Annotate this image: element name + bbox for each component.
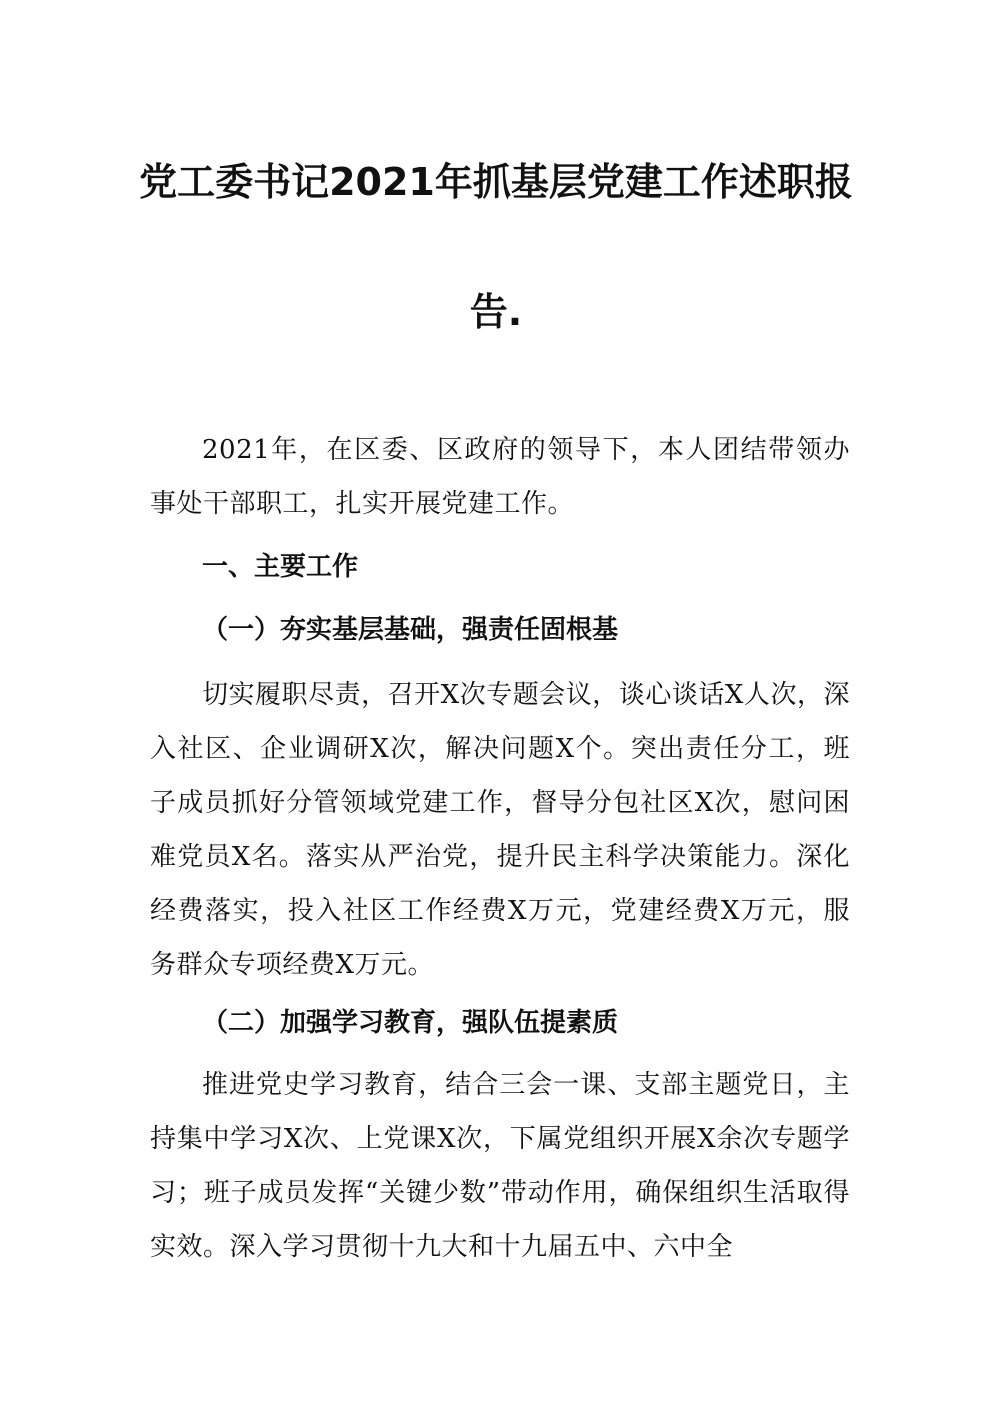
subsection-heading-2: （二）加强学习教育，强队伍提素质: [202, 1008, 619, 1038]
subsection-1-paragraph: 切实履职尽责，召开X次专题会议，谈心谈话X人次，深入社区、企业调研X次，解决问题X个。突出责任分工，班子成员抓好分管领域党建工作，督导分包社区X次，慰问困难党员X名。落实从严治党，提升民主科学决策能力。深化经费落实，投入社区工作经费X万元，党建经费X万元，服务群众专项经费X万元。: [150, 680, 850, 980]
document-title-line-1: 党工委书记2021年抓基层党建工作述职报: [139, 160, 853, 204]
subsection-2-paragraph: 推进党史学习教育，结合三会一课、支部主题党日，主持集中学习X次、上党课X次，下属党组织开展X余次专题学习；班子成员发挥“关键少数”带动作用，确保组织生活取得实效。深入学习贯彻十九大和十九届五中、六中全: [150, 1070, 850, 1262]
intro-paragraph: 2021年，在区委、区政府的领导下，本人团结带领办事处干部职工，扎实开展党建工作。: [150, 435, 850, 519]
section-heading-main-work: 一、主要工作: [202, 552, 359, 582]
subsection-heading-1: （一）夯实基层基础，强责任固根基: [202, 615, 619, 645]
document-title-line-2: 告.: [469, 290, 523, 334]
